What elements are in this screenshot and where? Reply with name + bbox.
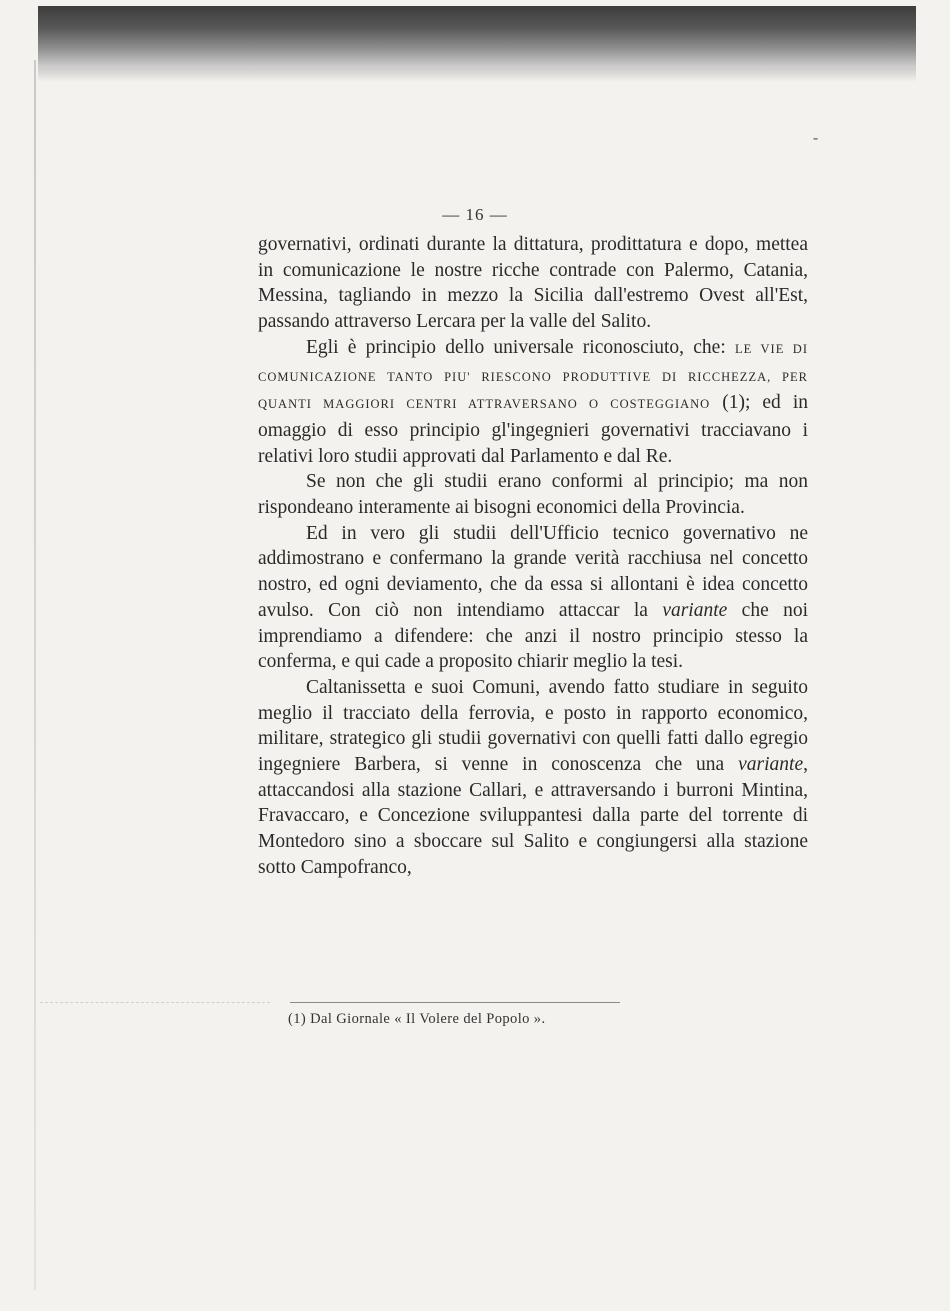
text-segment: governativi, ordinati durante la dittatura, prodittatura e dopo, mettea in comunicazione le nostre ricche contrade con Palermo, Catania, Messina, tagliando in mezzo la Sicilia dall'estremo Ovest all'Est, passando attraverso Lercara per la valle del Salito. (258, 234, 808, 333)
text-segment: variante (662, 599, 728, 621)
text-segment: variante (738, 754, 804, 776)
text-segment: , attaccandosi alla stazione Callari, e attraversando i burroni Mintina, Fravaccaro, e Concezione sviluppantesi dalla parte del torrente di Montedoro sino a sboccare sul Salito e congiungersi alla stazione sotto Campofranco, (258, 754, 808, 878)
text-segment: che noi imprendiamo a difendere: che anzi il nostro principio stesso la conferma, e qui cade a proposito chiarir meglio la tesi. (258, 599, 808, 673)
text-segment: Egli è principio dello universale riconosciuto, che: (306, 336, 735, 358)
page-edge (34, 60, 36, 1290)
text-segment: Se non che gli studii erano conformi al principio; ma non rispondeano interamente ai bisogni economici della Provincia. (258, 471, 808, 519)
paragraph-p2 (258, 335, 808, 470)
text-segment: LE VIE DI COMUNICAZIONE TANTO PIU' RIESCONO PRODUTTIVE DI RICCHEZZA, PER QUANTI MAGGIORI CENTRI ATTRAVERSANO O COSTEGGIANO (258, 341, 808, 412)
text-segment: Ed in vero gli studii dell'Ufficio tecnico governativo ne addimostrano e confermano la grande verità racchiusa nel concetto nostro, ed ogni deviamento, che da essa si allontani è idea concetto avulso. Con ciò non intendiamo attaccar la (258, 522, 808, 621)
footnote-rule (290, 1002, 620, 1003)
paragraph-p3 (258, 469, 808, 520)
text-segment: Caltanissetta e suoi Comuni, avendo fatto studiare in seguito meglio il tracciato della ferrovia, e posto in rapporto economico, militare, strategico gli studii governativi con quelli fatti dallo egregio ingegniere Barbera, si venne in conoscenza che una (258, 676, 808, 776)
footnote: (1) Dal Giornale « Il Volere del Popolo ». (288, 1011, 546, 1027)
paragraph-p4 (258, 521, 808, 675)
scan-shadow-band (38, 6, 916, 68)
text-segment: (1); ed in omaggio di esso principio gl'ingegnieri governativi tracciavano i relativi loro studii approvati dal Parlamento e dal Re. (258, 392, 808, 467)
stray-mark: ⁃ (812, 133, 819, 148)
divider-dashed (40, 1002, 270, 1003)
body-text (258, 232, 808, 881)
paragraph-p5 (258, 675, 808, 881)
page-number: — 16 — (442, 205, 508, 224)
paragraph-p1 (258, 232, 808, 335)
